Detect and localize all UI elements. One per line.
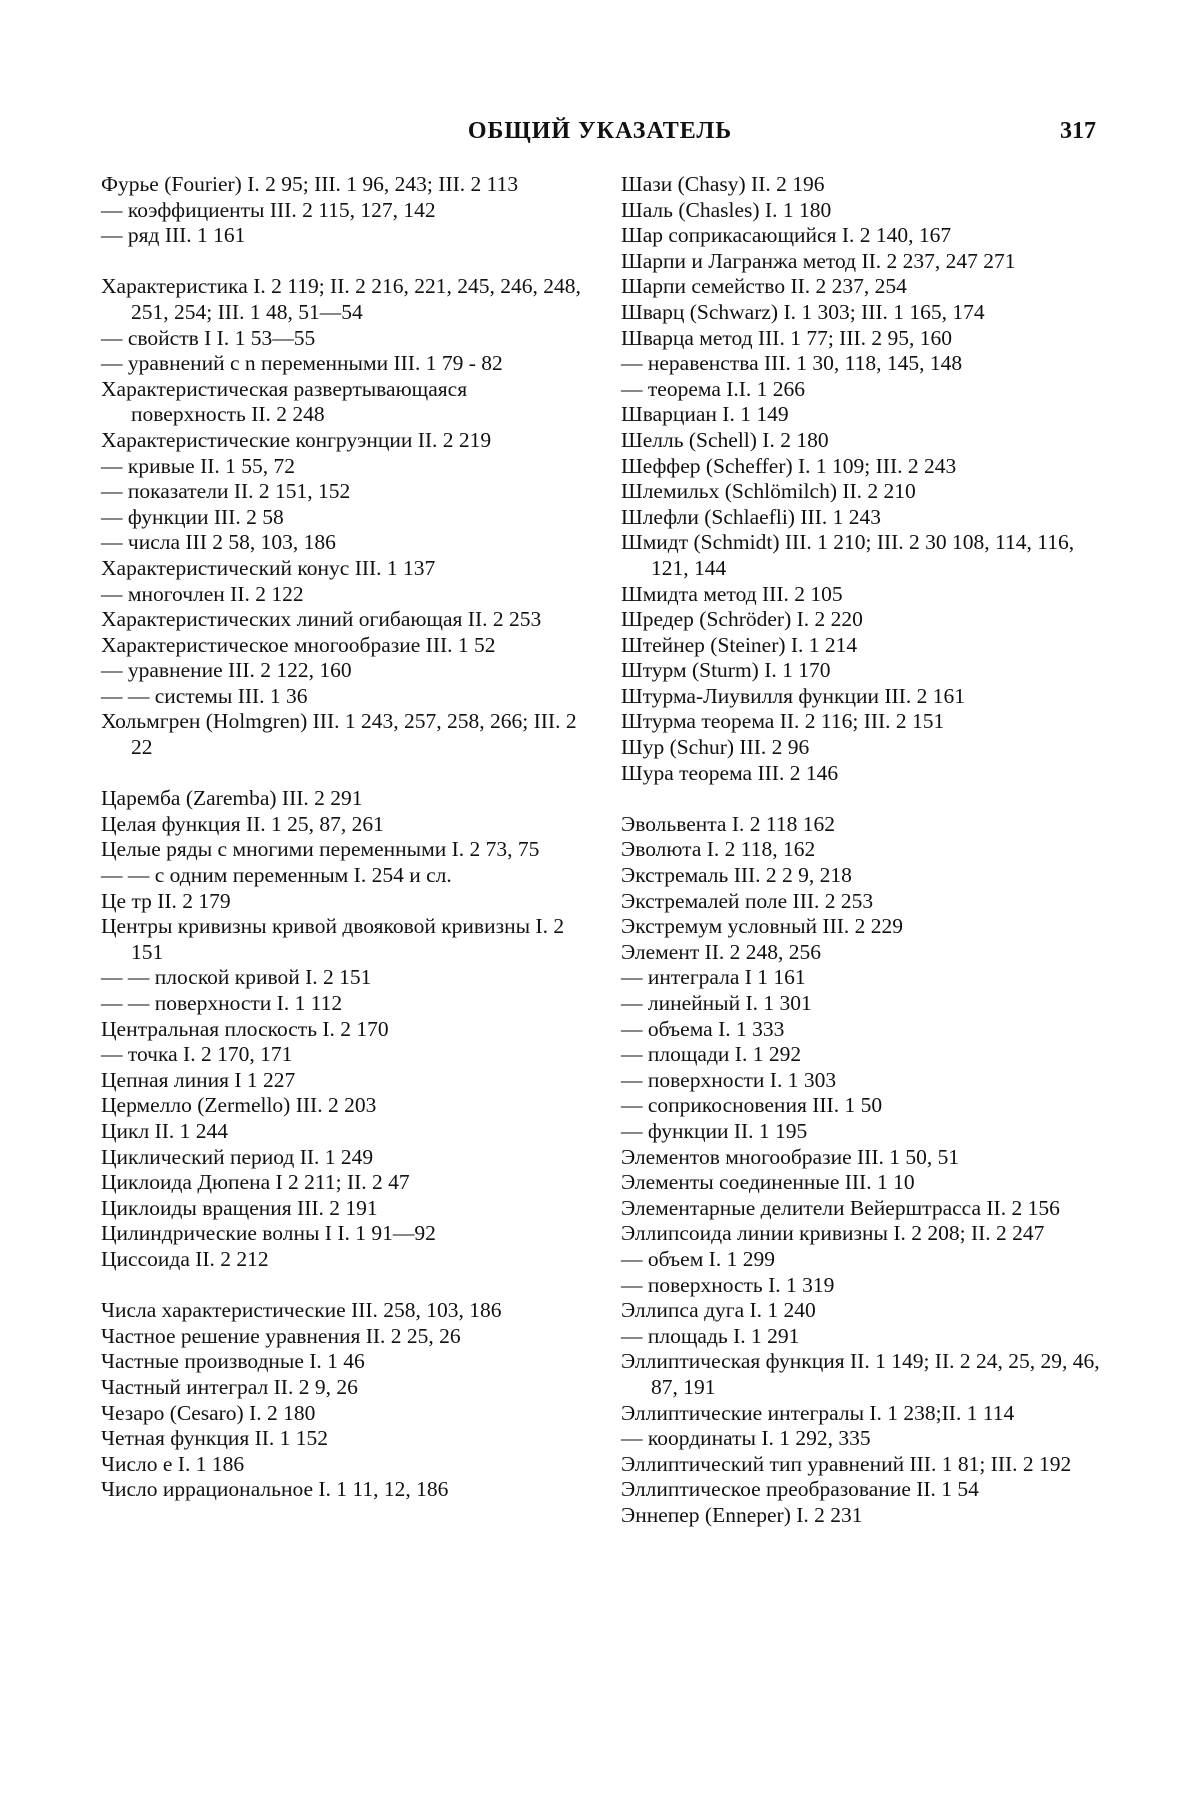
index-entry: Шварца метод III. 1 77; III. 2 95, 160: [621, 325, 953, 350]
index-entry: — — системы III. 1 36: [101, 683, 308, 708]
index-entry: — свойств I I. 1 53—55: [101, 325, 316, 350]
index-entry: Эллиптическое преобразование II. 1 54: [621, 1477, 979, 1502]
index-entry: Характеристический конус III. 1 137: [101, 555, 436, 580]
index-entry: — многочлен II. 2 122: [101, 581, 304, 606]
index-entry: — площади I. 1 292: [621, 1042, 802, 1067]
section-gap: [101, 1273, 581, 1299]
index-entry: Фурье (Fourier) I. 2 95; III. 1 96, 243; III. 2 113: [101, 172, 519, 196]
index-entry: — площадь I. 1 291: [621, 1323, 800, 1348]
index-entry: Шмидта метод III. 2 105: [621, 581, 843, 606]
index-entry: Эллиптическая функция II. 1 149; II. 2 24, 25, 29, 46, 87, 191: [621, 1349, 1100, 1399]
index-entry: Эллипса дуга I. 1 240: [621, 1298, 816, 1323]
index-entry: Шарпи и Лагранжа метод II. 2 237, 247 271: [621, 248, 1016, 273]
index-entry: Цермелло (Zermello) III. 2 203: [101, 1093, 377, 1118]
index-entry: — теорема I.I. 1 266: [621, 376, 806, 401]
index-entry: Шлемильх (Schlömilch) II. 2 210: [621, 479, 916, 504]
index-entry: Шелль (Schell) I. 2 180: [621, 427, 829, 452]
index-entry: Шеффер (Scheffer) I. 1 109; III. 2 243: [621, 453, 957, 478]
index-entry: Частное решение уравнения II. 2 25, 26: [101, 1323, 461, 1348]
index-entry: — поверхность I. 1 319: [621, 1272, 835, 1297]
index-entry: Элемент II. 2 248, 256: [621, 939, 822, 964]
index-entry: Шар соприкасающийся I. 2 140, 167: [621, 223, 952, 248]
page-title: ОБЩИЙ УКАЗАТЕЛЬ: [467, 118, 733, 144]
index-entry: Эллиптические интегралы I. 1 238;II. 1 114: [621, 1400, 1015, 1425]
index-entry: — числа III 2 58, 103, 186: [101, 530, 336, 555]
index-entry: Число e I. 1 186: [101, 1451, 245, 1476]
index-entry: — интеграла I 1 161: [621, 965, 806, 990]
index-entry: Цикл II. 1 244: [101, 1118, 229, 1143]
index-entry: Шредер (Schröder) I. 2 220: [621, 607, 863, 632]
index-entry: Экстремум условный III. 2 229: [621, 914, 904, 939]
index-entry: — соприкосновения III. 1 50: [621, 1093, 883, 1118]
index-entry: Шварц (Schwarz) I. 1 303; III. 1 165, 174: [621, 299, 985, 324]
index-entry: Циклоида Дюпена I 2 211; II. 2 47: [101, 1170, 410, 1195]
section-gap: [101, 249, 581, 275]
index-entry: Чезаро (Cesaro) I. 2 180: [101, 1400, 316, 1425]
index-entry: Характеристическое многообразие III. 1 52: [101, 632, 496, 657]
index-entry: Частный интеграл II. 2 9, 26: [101, 1374, 358, 1399]
index-entry: Шварциан I. 1 149: [621, 402, 789, 427]
index-entry: Эволюта I. 2 118, 162: [621, 837, 816, 862]
index-entry: — — плоской кривой I. 2 151: [101, 965, 372, 990]
index-entry: Шура теорема III. 2 146: [621, 760, 839, 785]
index-entry: — уравнение III. 2 122, 160: [101, 658, 352, 683]
section-gap: [101, 761, 581, 787]
index-entry: Шмидт (Schmidt) III. 1 210; III. 2 30 108, 114, 116, 121, 144: [621, 530, 1075, 580]
index-entry: Цепная линия I 1 227: [101, 1067, 296, 1092]
index-entry: Це тр II. 2 179: [101, 888, 231, 913]
index-entry: Циклический период II. 1 249: [101, 1144, 374, 1169]
index-entry: — координаты I. 1 292, 335: [621, 1426, 871, 1451]
index-entry: Шази (Chasy) II. 2 196: [621, 172, 825, 196]
index-entry: Эвольвента I. 2 118 162: [621, 811, 835, 836]
right-column: [621, 172, 1101, 1528]
index-entry: Штурма теорема II. 2 116; III. 2 151: [621, 709, 945, 734]
index-entry: Четная функция II. 1 152: [101, 1426, 329, 1451]
page-number: 317: [1060, 118, 1096, 144]
index-entry: Характеристических линий огибающая II. 2 253: [101, 607, 542, 632]
index-entry: Шур (Schur) III. 2 96: [621, 735, 810, 760]
index-entry: — — поверхности I. 1 112: [101, 991, 343, 1015]
index-entry: Центры кривизны кривой двояковой кривизны I. 2 151: [101, 914, 565, 964]
index-entry: Эллиптический тип уравнений III. 1 81; III. 2 192: [621, 1451, 1072, 1476]
index-entry: — объем I. 1 299: [621, 1246, 775, 1271]
index-entry: Эннепер (Enneper) I. 2 231: [621, 1502, 863, 1527]
index-entry: Число иррациональное I. 1 11, 12, 186: [101, 1477, 449, 1502]
index-entry: Элементов многообразие III. 1 50, 51: [621, 1144, 960, 1169]
index-entry: Элементы соединенные III. 1 10: [621, 1170, 915, 1195]
index-entry: Штейнер (Steiner) I. 1 214: [621, 632, 858, 657]
index-entry: Цилиндрические волны I I. 1 91—92: [101, 1221, 436, 1246]
index-entry: — объема I. 1 333: [621, 1016, 785, 1041]
index-entry: — — с одним переменным I. 254 и сл.: [101, 863, 452, 888]
index-entry: Хольмгрен (Holmgren) III. 1 243, 257, 258, 266; III. 2 22: [101, 709, 577, 760]
index-entry: — кривые II. 1 55, 72: [101, 453, 296, 478]
index-entry: Царемба (Zaremba) III. 2 291: [101, 786, 363, 811]
index-entry: — уравнений с n переменными III. 1 79 - 82: [101, 351, 503, 376]
index-entry: Экстремалей поле III. 2 253: [621, 888, 874, 913]
left-column: [101, 172, 581, 1503]
index-entry: — неравенства III. 1 30, 118, 145, 148: [621, 351, 963, 376]
index-entry: Целая функция II. 1 25, 87, 261: [101, 811, 384, 836]
index-entry: Характеристические конгруэнции II. 2 219: [101, 427, 492, 452]
section-gap: [621, 786, 1101, 812]
index-entry: Числа характеристические III. 258, 103, 186: [101, 1298, 502, 1323]
index-entry: — точка I. 2 170, 171: [101, 1042, 293, 1067]
index-entry: Шаль (Chasles) I. 1 180: [621, 197, 832, 222]
index-entry: — линейный I. 1 301: [621, 991, 812, 1015]
index-entry: Частные производные I. 1 46: [101, 1349, 365, 1374]
index-entry: Целые ряды с многими переменными I. 2 73, 75: [101, 837, 540, 862]
index-entry: — функции II. 1 195: [621, 1118, 808, 1143]
index-entry: Штурма-Лиувилля функции III. 2 161: [621, 683, 965, 708]
index-entry: Шлефли (Schlaefli) III. 1 243: [621, 504, 881, 529]
index-entry: — поверхности I. 1 303: [621, 1067, 837, 1092]
index-entry: — коэффициенты III. 2 115, 127, 142: [101, 197, 436, 222]
index-entry: — ряд III. 1 161: [101, 223, 246, 248]
index-entry: Характеристика I. 2 119; II. 2 216, 221, 245, 246, 248, 251, 254; III. 1 48, 51—54: [101, 274, 581, 324]
index-entry: — функции III. 2 58: [101, 504, 284, 529]
index-entry: Эллипсоида линии кривизны I. 2 208; II. 2 247: [621, 1221, 1045, 1246]
index-entry: Центральная плоскость I. 2 170: [101, 1016, 389, 1041]
index-entry: Циссоида II. 2 212: [101, 1246, 269, 1271]
index-entry: Характеристическая развертывающаяся поверхность II. 2 248: [101, 376, 468, 427]
index-entry: Циклоиды вращения III. 2 191: [101, 1195, 378, 1220]
index-entry: — показатели II. 2 151, 152: [101, 479, 351, 504]
index-entry: Элементарные делители Вейерштрасса II. 2 156: [621, 1195, 1060, 1220]
index-entry: Шарпи семейство II. 2 237, 254: [621, 274, 907, 299]
index-entry: Экстремаль III. 2 2 9, 218: [621, 863, 852, 888]
index-entry: Штурм (Sturm) I. 1 170: [621, 658, 831, 683]
